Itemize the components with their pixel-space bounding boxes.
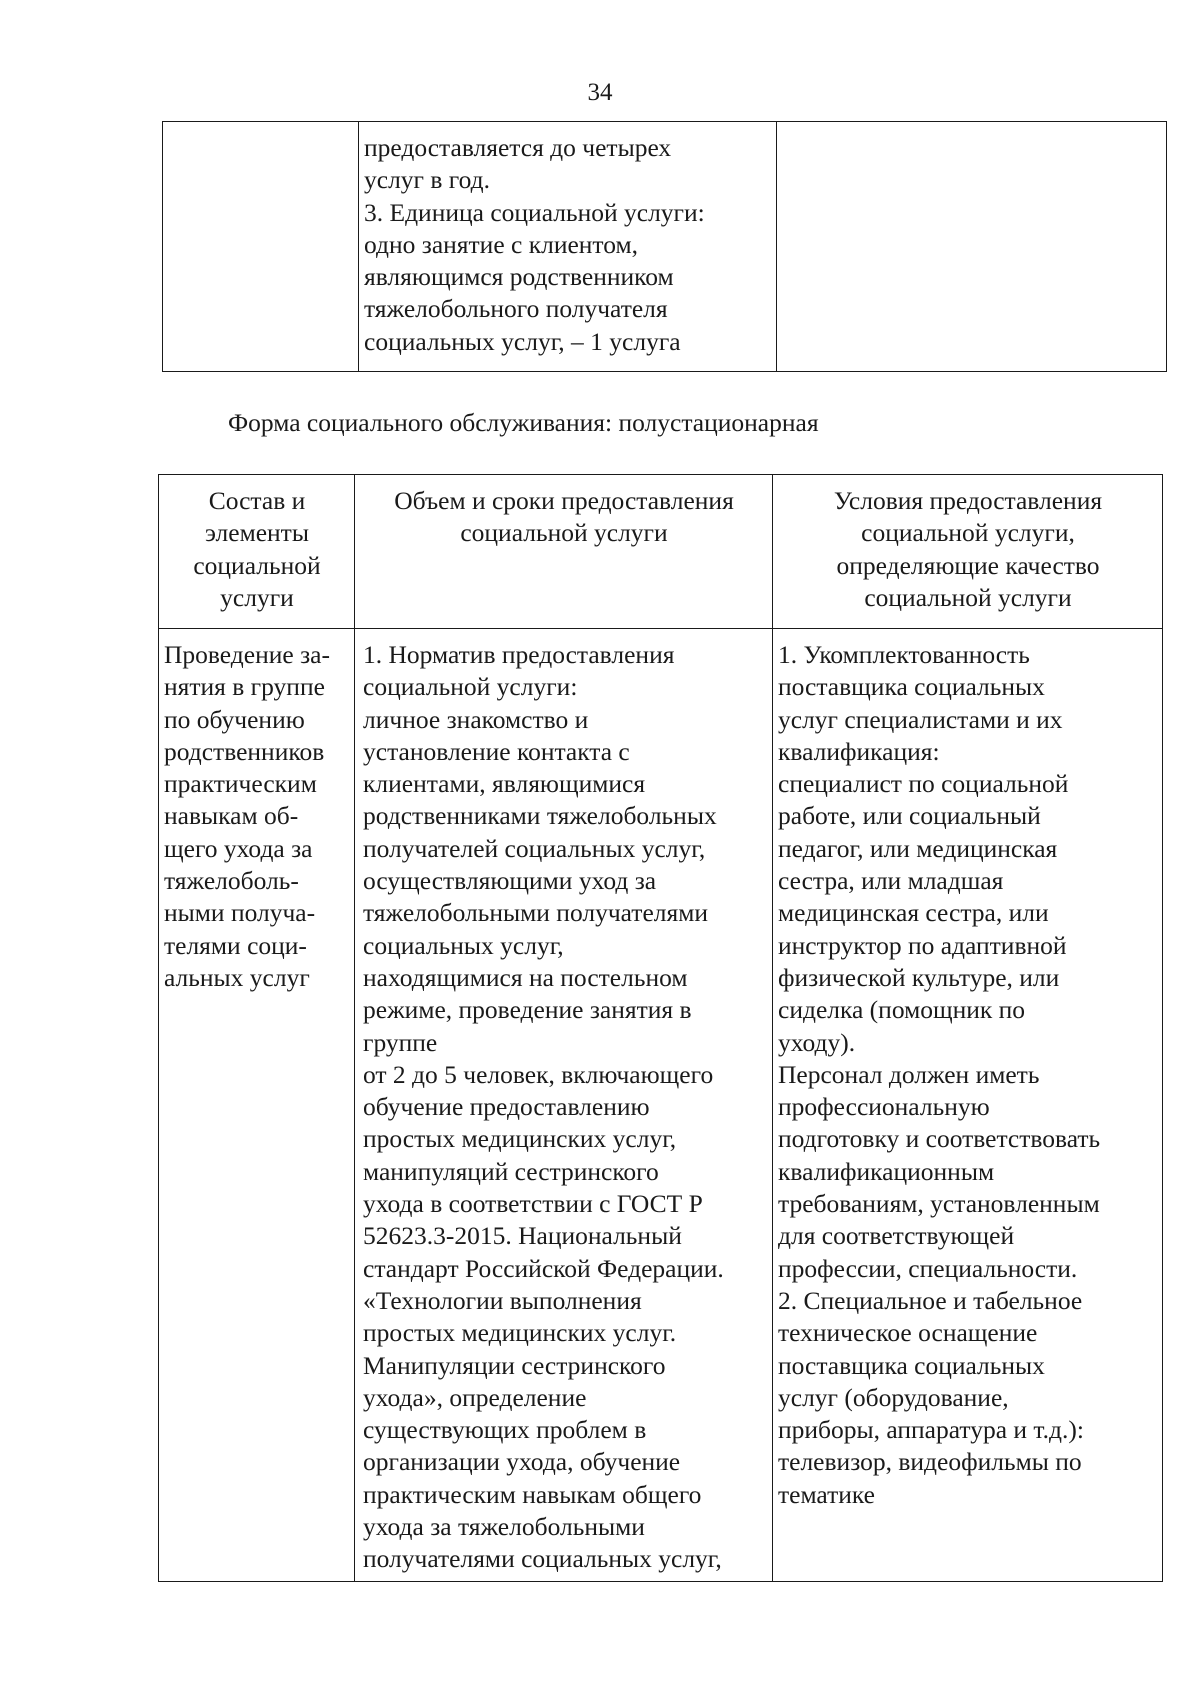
service-table — [158, 474, 1163, 1582]
table-cell-composition: Проведение за- нятия в группе по обучению родственников практическим навыкам об- щего ухода за тяжелоболь- ными получа- телями соци- альных услуг — [159, 629, 355, 1582]
column-header-volume: Объем и сроки предоставления социальной услуги — [355, 475, 773, 629]
form-heading: Форма социального обслуживания: полустационарная — [228, 408, 819, 437]
table-cell-conditions — [777, 122, 1167, 372]
table-cell-volume: 1. Норматив предоставления социальной услуги: личное знакомство и установление контакта с клиентами, являющимися родственниками тяжелобольных получателей социальных услуг, осуществляющими уход за тяжелобольными получателями социальных услуг, находящимися на постельном режиме, проведение занятия в группе от 2 до 5 человек, включающего обучение предоставлению простых медицинских услуг, манипуляций сестринского ухода в соответствии с ГОСТ Р 52623.3-2015. Национальный стандарт Российской Федерации. «Технологии выполнения простых медицинских услуг. Манипуляции сестринского ухода», определение существующих проблем в организации ухода, обучение практическим навыкам общего ухода за тяжелобольными получателями социальных услуг, — [355, 629, 773, 1582]
page-number: 34 — [587, 79, 613, 106]
column-header-composition: Состав и элементы социальной услуги — [159, 475, 355, 629]
table-cell-composition — [163, 122, 359, 372]
continuation-table — [162, 121, 1167, 372]
table-row — [163, 122, 1167, 372]
table-cell-conditions: 1. Укомплектованность поставщика социальных услуг специалистами и их квалификация: специалист по социальной работе, или социальный педагог, или медицинская сестра, или младшая медицинская сестра, или инструктор по адаптивной физической культуре, или сиделка (помощник по уходу). Персонал должен иметь профессиональную подготовку и соответствовать квалификационным требованиям, установленным для соответствующей профессии, специальности. 2. Специальное и табельное техническое оснащение поставщика социальных услуг (оборудование, приборы, аппаратура и т.д.): телевизор, видеофильмы по тематике — [773, 629, 1163, 1582]
table-cell-volume: предоставляется до четырех услуг в год. 3. Единица социальной услуги: одно занятие с клиентом, являющимся родственником тяжелобольного получателя социальных услуг, – 1 услуга — [359, 122, 777, 372]
table-row — [159, 629, 1163, 1582]
table-header-row — [159, 475, 1163, 629]
column-header-conditions: Условия предоставления социальной услуги, определяющие качество социальной услуги — [773, 475, 1163, 629]
